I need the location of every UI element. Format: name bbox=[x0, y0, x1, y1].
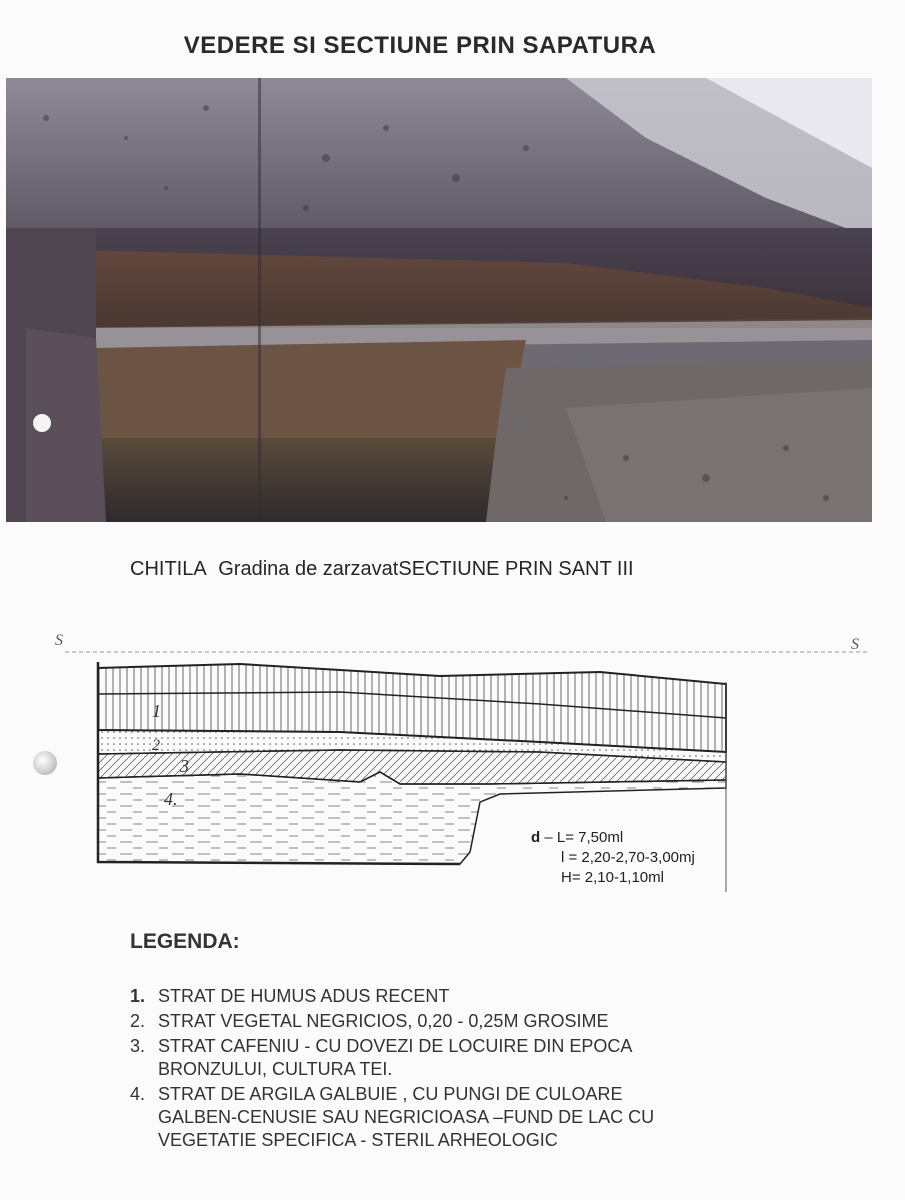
photo-caption bbox=[130, 558, 634, 581]
legend-item-text: VEGETATIE SPECIFICA - STERIL ARHEOLOGIC bbox=[158, 1130, 558, 1150]
caption-site: CHITILA bbox=[130, 558, 207, 580]
legend-item-text: STRAT DE HUMUS ADUS RECENT bbox=[158, 986, 450, 1006]
legend-list bbox=[130, 985, 770, 1154]
legend-item bbox=[130, 1083, 770, 1152]
legend-item bbox=[130, 1035, 770, 1081]
layer-label-4: 4. bbox=[164, 789, 178, 809]
legend-item-number: 3. bbox=[130, 1036, 146, 1056]
caption-section: SECTIUNE PRIN SANT III bbox=[398, 558, 634, 580]
layer-label-2: 2 bbox=[152, 737, 160, 754]
section-drawing bbox=[40, 622, 900, 912]
legend-item-text: STRAT DE ARGILA GALBUIE , CU PUNGI DE CULOARE bbox=[158, 1084, 623, 1104]
legend-item-text: BRONZULUI, CULTURA TEI. bbox=[158, 1059, 393, 1079]
page-title: VEDERE SI SECTIUNE PRIN SAPATURA bbox=[183, 32, 657, 59]
legend-item-number: 4. bbox=[130, 1084, 146, 1104]
section-dimensions bbox=[531, 828, 695, 888]
dim-width: l = 2,20-2,70-3,00mj bbox=[561, 849, 695, 866]
excavation-photo bbox=[6, 78, 872, 522]
punch-hole bbox=[33, 751, 57, 775]
legend-title: LEGENDA: bbox=[130, 930, 240, 953]
legend-item-text: GALBEN-CENUSIE SAU NEGRICIOASA –FUND DE LAC CU bbox=[158, 1107, 655, 1127]
dim-height: H= 2,10-1,10ml bbox=[561, 869, 664, 886]
section-mark-right: S bbox=[851, 636, 859, 653]
legend-item-number: 2. bbox=[130, 1011, 146, 1031]
caption-garden: Gradina de zarzavat bbox=[218, 558, 399, 580]
legend-item-text: STRAT CAFENIU - CU DOVEZI DE LOCUIRE DIN EPOCA bbox=[158, 1036, 633, 1056]
dim-d-label: d bbox=[531, 829, 541, 846]
dim-length: – L= 7,50ml bbox=[544, 829, 624, 846]
section-mark-left: S bbox=[55, 632, 63, 649]
layer-label-1: 1 bbox=[152, 701, 161, 721]
legend-item-number: 1. bbox=[130, 986, 146, 1006]
legend-item bbox=[130, 1010, 770, 1033]
legend-item-text: STRAT VEGETAL NEGRICIOS, 0,20 - 0,25M GROSIME bbox=[158, 1011, 609, 1031]
layer-label-3: 3 bbox=[180, 756, 189, 776]
legend-item bbox=[130, 985, 770, 1008]
